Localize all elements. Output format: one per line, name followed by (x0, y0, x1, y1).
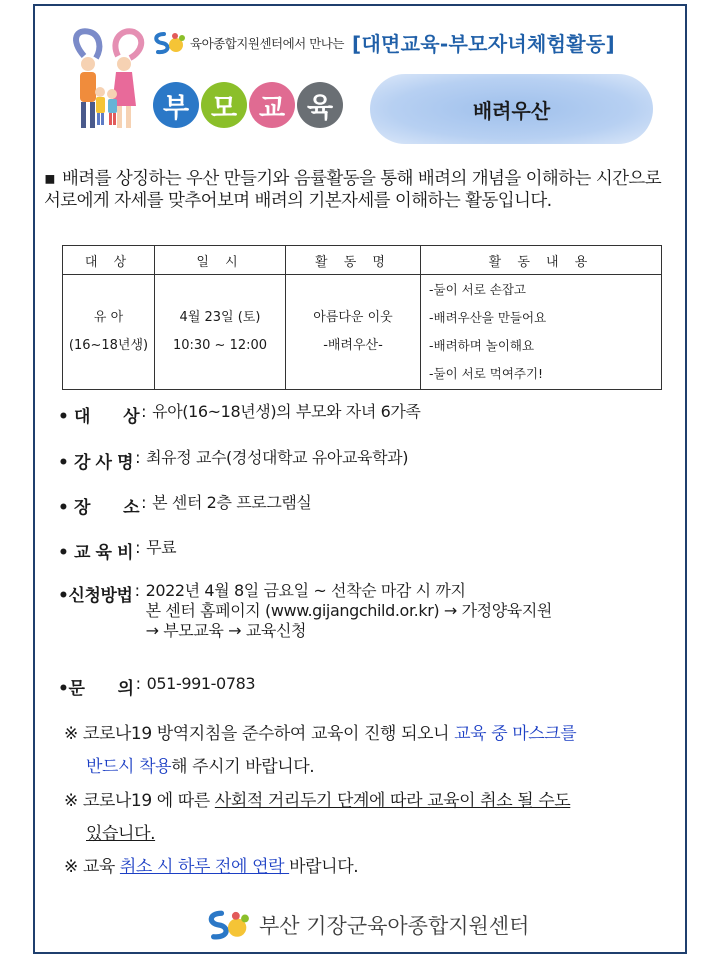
title-circle-1: 부 (153, 82, 199, 128)
info-label: •문 의 (58, 679, 134, 699)
footer-org-name: 부산 기장군육아종합지원센터 (259, 914, 530, 938)
content-line: -둘이 서로 먹여주기! (429, 366, 544, 381)
notice-underline: 있습니다. (86, 824, 156, 844)
notice-highlight: 반드시 착용 (86, 757, 172, 777)
footer (205, 908, 529, 942)
info-label: • 교 육 비 (58, 543, 134, 563)
notice-underline: 사회적 거리두기 단계에 따라 교육이 취소 될 수도 (214, 791, 571, 811)
notice-distancing (64, 785, 676, 851)
schedule-table (62, 245, 662, 390)
info-fee: • 교 육 비 : 무료 (58, 538, 177, 563)
bullet-icon: ▪ (44, 169, 56, 189)
notice-text: 바랍니다. (289, 857, 359, 877)
target-line: (16~18년생) (68, 338, 149, 353)
activity-title: 배려우산 (370, 74, 653, 144)
info-label: • 장 소 (58, 498, 140, 518)
cell-activity-name (286, 275, 421, 390)
info-instructor: • 강 사 명 : 최유정 교수(경성대학교 유아교육학과) (58, 448, 409, 473)
label-text: 강 사 명 (73, 453, 134, 473)
title-circle-4: 육 (297, 82, 343, 128)
notice-highlight: 교육 중 마스크를 (454, 724, 577, 744)
notice-text: 해 주시기 바랍니다. (171, 757, 315, 777)
info-label: • 강 사 명 (58, 453, 134, 473)
header-target: 대 상 (63, 246, 155, 275)
date-line: 4월 23일 (토) (179, 310, 261, 325)
apply-line-3: → 부모교육 → 교육신청 (145, 621, 307, 640)
activity-name-line: 아름다운 이웃 (313, 310, 393, 325)
info-value: 051-991-0783 (146, 674, 256, 693)
table-row (63, 275, 662, 390)
label-text: 신청방법 (68, 586, 133, 606)
label-text: 문 의 (68, 679, 134, 699)
info-value: 유아(16~18년생)의 부모와 자녀 6가족 (152, 402, 421, 421)
notice-highlight: 취소 시 하루 전에 연락 (119, 857, 290, 877)
title-circle-3: 교 (249, 82, 295, 128)
apply-line-2: 본 센터 홈페이지 (www.gijangchild.or.kr) → 가정양육지원 (145, 601, 552, 620)
notice-text: ※ 코로나19 에 따른 (64, 791, 215, 811)
notice-text: ※ 교육 (64, 857, 120, 877)
header-activity-content: 활 동 내 용 (421, 246, 662, 275)
info-label: • 대 상 (58, 407, 140, 427)
info-label: •신청방법 (58, 586, 133, 606)
target-line: 유 아 (93, 310, 124, 325)
info-apply: •신청방법 : 2022년 4월 8일 금요일 ~ 선착순 마감 시 까지 본 센터 홈페이지 (www.gijangchild.or.kr) → 가정양육지원 → 부모교육 → 교육신청 (58, 581, 552, 640)
cell-target (63, 275, 155, 390)
header-datetime: 일 시 (155, 246, 286, 275)
info-value (146, 581, 552, 641)
info-target: • 대 상 : 유아(16~18년생)의 부모와 자녀 6가족 (58, 402, 421, 427)
info-place: • 장 소 : 본 센터 2층 프로그램실 (58, 493, 312, 518)
label-text: 장 소 (73, 498, 140, 518)
notice-text: ※ 코로나19 방역지침을 준수하여 교육이 진행 되오니 (64, 724, 455, 744)
intro-paragraph (44, 168, 680, 212)
title-circle-2: 모 (201, 82, 247, 128)
info-value: 본 센터 2층 프로그램실 (152, 493, 312, 512)
cell-datetime (155, 275, 286, 390)
activity-name-line: -배려우산- (323, 338, 383, 353)
intro-text: 배려를 상징하는 우산 만들기와 음률활동을 통해 배려의 개념을 이해하는 시간으로 서로에게 자세를 맞추어보며 배려의 기본자세를 이해하는 활동입니다. (44, 169, 662, 211)
content-line: -배려하며 놀이해요 (429, 338, 535, 353)
center-logo-row (152, 30, 344, 56)
content-line: -둘이 서로 손잡고 (429, 282, 526, 297)
table-header-row (63, 246, 662, 275)
content-line: -배려우산을 만들어요 (429, 310, 547, 325)
apply-line-1: 2022년 4월 8일 금요일 ~ 선착순 마감 시 까지 (145, 581, 466, 600)
center-logo-icon (152, 30, 186, 56)
cell-activity-content (421, 275, 662, 390)
info-contact: •문 의 : 051-991-0783 (58, 674, 256, 699)
info-value: 최유정 교수(경성대학교 유아교육학과) (146, 448, 409, 467)
label-text: 교 육 비 (73, 543, 134, 563)
label-text: 대 상 (73, 407, 140, 427)
time-line: 10:30 ~ 12:00 (172, 338, 268, 353)
header-activity-name: 활 동 명 (286, 246, 421, 275)
category-title: [대면교육-부모자녀체험활동] (352, 32, 615, 56)
logo-subtitle: 육아종합지원센터에서 만나는 (190, 36, 344, 51)
notice-mask (64, 718, 676, 784)
info-value: 무료 (146, 538, 177, 557)
family-illustration (66, 26, 148, 134)
center-logo-icon (205, 908, 251, 942)
program-title-circles (153, 82, 345, 128)
notice-cancel (64, 851, 676, 884)
